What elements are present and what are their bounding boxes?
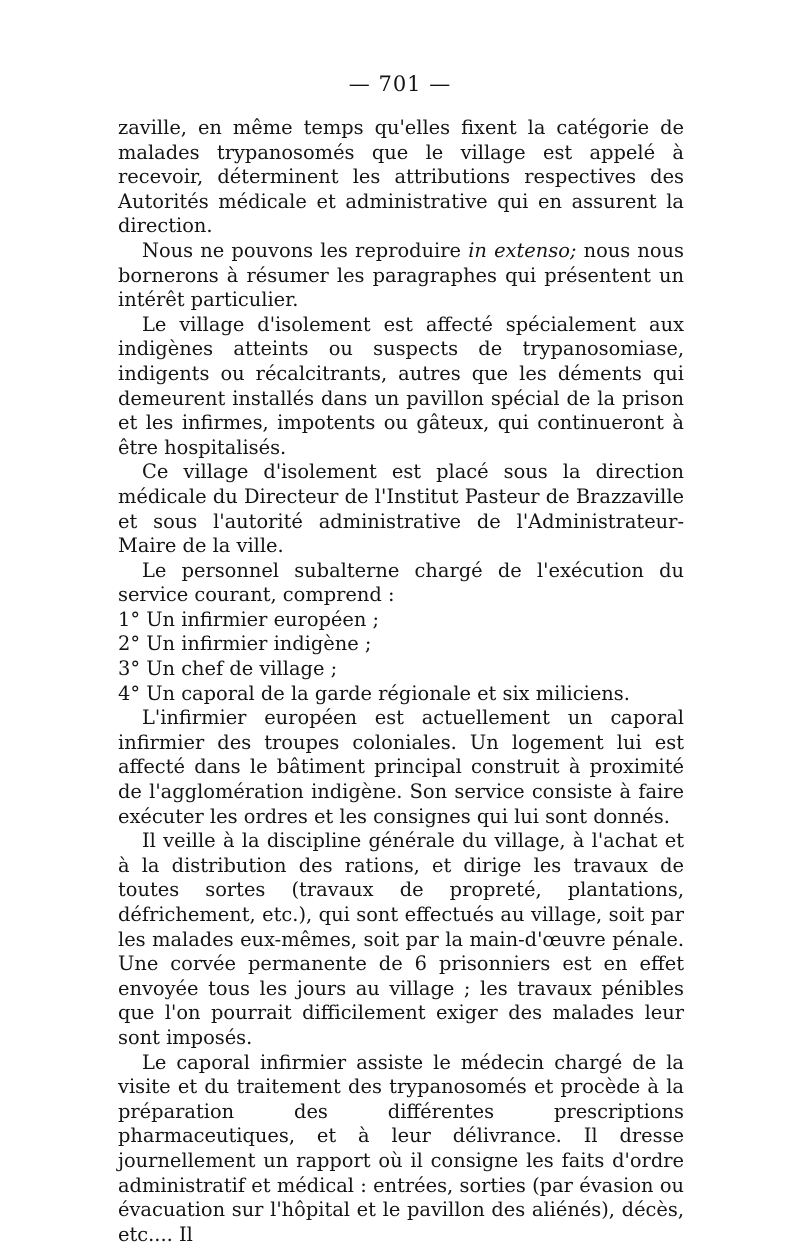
paragraph-reproduction	[118, 239, 684, 313]
paragraph-corporal-duties: Le caporal infirmier assiste le médecin chargé de la visite et du traitement des trypanosomés et procède à la préparation des différentes prescriptions pharmaceutiques, et à leur délivrance. Il dresse journellement un rapport où il consigne les faits d'ordre administratif et médical : entrées, sorties (par évasion ou évacuation sur l'hôpital et le pavillon des aliénés), décès, etc.... Il	[118, 1050, 684, 1246]
paragraph-village-purpose: Le village d'isolement est affecté spécialement aux indigènes atteints ou suspects de trypanosomiase, indigents ou récalcitrants, autres que les déments qui demeurent installés dans un pavillon spécial de la prison et les infirmes, impotents ou gâteux, qui continueront à être hospitalisés.	[118, 312, 684, 459]
paragraph-direction: Ce village d'isolement est placé sous la direction médicale du Directeur de l'Institut Pasteur de Brazzaville et sous l'autorité administrative de l'Administrateur-Maire de la ville.	[118, 460, 684, 558]
paragraph-continuation: zaville, en même temps qu'elles fixent la catégorie de malades trypanosomés que le village est appelé à recevoir, déterminent les attributions respectives des Autorités médicale et administrative qui en assurent la direction.	[118, 116, 684, 238]
body-text	[118, 116, 684, 1247]
paragraph-personnel: Le personnel subalterne chargé de l'exécution du service courant, comprend :	[118, 558, 684, 607]
latin-emphasis: in extenso;	[468, 238, 577, 262]
list-item: 4° Un caporal de la garde régionale et six miliciens.	[118, 681, 630, 705]
paragraph-text: nous nous bornerons à résumer les paragraphes qui présentent un intérêt particulier.	[118, 238, 684, 312]
paragraph-european-nurse: L'infirmier européen est actuellement un caporal infirmier des troupes coloniales. Un logement lui est affecté dans le bâtiment principal construit à proximité de l'agglomération indigène. Son service consiste à faire exécuter les ordres et les consignes qui lui sont donnés.	[118, 706, 684, 828]
paragraph-text: Nous ne pouvons les reproduire	[142, 238, 469, 262]
list-item: 3° Un chef de village ;	[118, 657, 338, 681]
page-number: — 701 —	[348, 72, 452, 96]
list-item: 2° Un infirmier indigène ;	[118, 632, 372, 656]
list-item: 1° Un infirmier européen ;	[118, 607, 380, 631]
paragraph-discipline: Il veille à la discipline générale du village, à l'achat et à la distribution des rations, et dirige les travaux de toutes sortes (travaux de propreté, plantations, défrichement, etc.), qui sont effectués au village, soit par les malades eux-mêmes, soit par la main-d'œuvre pénale. Une corvée permanente de 6 prisonniers est en effet envoyée tous les jours au village ; les travaux pénibles que l'on pourrait difficilement exiger des malades leur sont imposés.	[118, 829, 684, 1049]
